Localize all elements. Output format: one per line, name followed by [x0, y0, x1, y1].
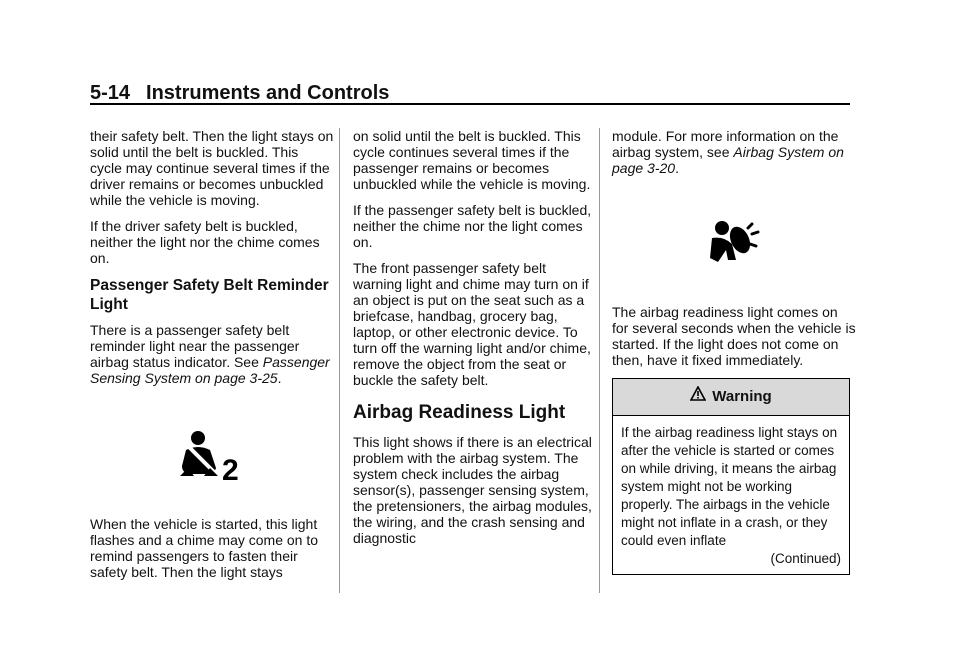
continued-label: (Continued)	[770, 551, 841, 566]
page-header	[90, 82, 850, 104]
airbag-readiness-icon	[706, 220, 762, 272]
paragraph: When the vehicle is started, this light flashes and a chime may come on to remind passengers to fasten their safety belt. Then the light stays	[90, 516, 319, 580]
warning-icon	[690, 379, 706, 415]
paragraph: If the passenger safety belt is buckled, neither the chime nor the light comes on.	[353, 202, 592, 250]
cross-reference-link[interactable]: Passenger Sensing System on page 3-25	[90, 354, 330, 386]
column-3	[612, 128, 856, 575]
paragraph-text: module. For more information on the airbag system, see	[612, 128, 839, 160]
paragraph: The front passenger safety belt warning light and chime may turn on if an object is put on the seat such as a briefcase, handbag, grocery bag, laptop, or other electronic device. To turn off the warning light and/or chime, remove the object from the seat or buckle the safety belt.	[353, 260, 591, 388]
warning-box	[612, 378, 850, 575]
column-1	[90, 128, 334, 590]
paragraph: on solid until the belt is buckled. This cycle continues several times if the passenger remains or becomes unbuckled while the vehicle is moving.	[353, 128, 591, 192]
paragraph-text: There is a passenger safety belt reminder light near the passenger airbag status indicator. See	[90, 322, 300, 370]
paragraph: The airbag readiness light comes on for several seconds when the vehicle is started. If the light does not come on then, have it fixed immediately.	[612, 304, 856, 368]
paragraph	[90, 322, 334, 386]
warning-text: If the airbag readiness light stays on after the vehicle is started or comes on while driving, it means the airbag system might not be working properly. The airbags in the vehicle might not inflate in a crash, or they could even inflate	[621, 425, 838, 548]
warning-header	[613, 379, 849, 416]
section-title: Instruments and Controls	[146, 82, 390, 104]
warning-body	[613, 416, 849, 574]
icon-container	[612, 186, 856, 304]
cross-reference-link[interactable]: Airbag System on page 3-20	[612, 144, 844, 176]
punctuation: .	[277, 370, 282, 386]
passenger-number-label: 2	[222, 454, 239, 484]
seatbelt-reminder-icon	[178, 430, 250, 484]
warning-title: Warning	[712, 388, 772, 405]
page-number: 5-14	[90, 82, 131, 104]
paragraph	[612, 128, 856, 176]
paragraph: If the driver safety belt is buckled, neither the light nor the chime comes on.	[90, 218, 320, 266]
column-divider	[599, 128, 600, 593]
paragraph: their safety belt. Then the light stays on solid until the belt is buckled. This cycle may continue several times if the driver remains or becomes unbuckled while the vehicle is moving.	[90, 128, 334, 208]
heading-passenger-safety-belt: Passenger Safety Belt Reminder Light	[90, 277, 329, 313]
column-divider	[339, 128, 340, 593]
heading-airbag-readiness-light: Airbag Readiness Light	[353, 402, 566, 423]
icon-container	[90, 396, 334, 516]
header-rule	[90, 103, 850, 105]
column-2	[353, 128, 597, 556]
punctuation: .	[675, 160, 679, 176]
paragraph: This light shows if there is an electrical problem with the airbag system. The system check includes the airbag sensor(s), passenger sensing system, the pretensioners, the airbag modules, the wiring, and the crash sensing and diagnostic	[353, 434, 592, 546]
